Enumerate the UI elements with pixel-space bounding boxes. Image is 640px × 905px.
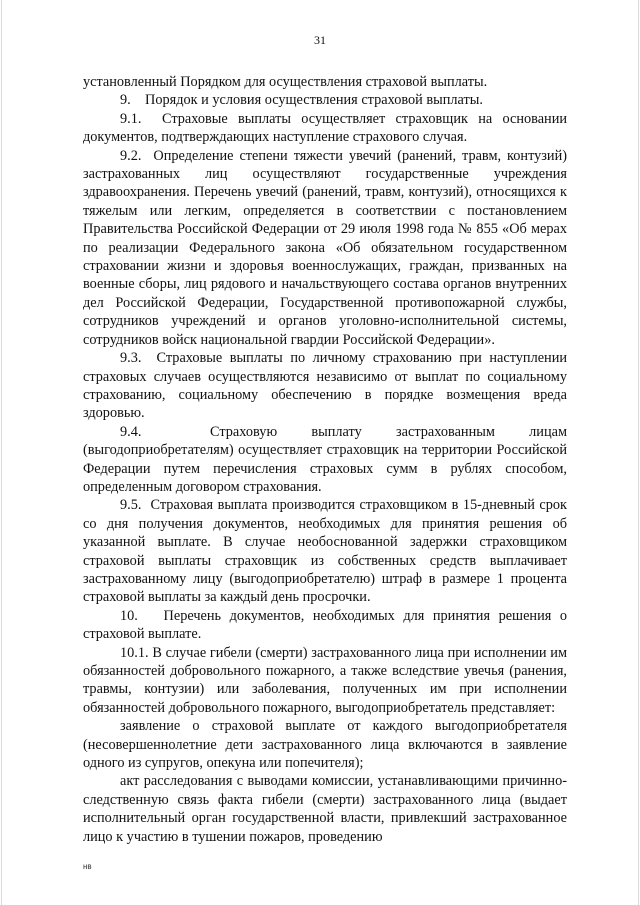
paragraph: 9. Порядок и условия осуществления страховой выплаты.	[120, 92, 483, 109]
paragraph: 9.3. Страховые выплаты по личному страхованию при наступлении страховых случаев осуществляются независимо от выплат по социальному страхованию, социальному обеспечению в порядке возмещения вреда здоровью.	[83, 350, 567, 422]
scan-edge-right	[638, 0, 639, 905]
document-body	[83, 73, 567, 846]
paragraph: 9.2. Определение степени тяжести увечий (ранений, травм, контузий) застрахованных лиц осуществляют государственные учреждения здравоохранения. Перечень увечий (ранений, травм, контузий), относящихся к тяжелым или легким, определяется в соответствии с постановлением Правительства Российской Федерации от 29 июля 1998 года № 855 «Об мерах по реализации Федерального закона «Об обязательном государственном страховании жизни и здоровья военнослужащих, граждан, призванных на военные сборы, лиц рядового и начальствующего состава органов внутренних дел Российской Федерации, Государственной противопожарной службы, сотрудников учреждений и органов уголовно-исполнительной системы, сотрудников войск национальной гвардии Российской Федерации».	[83, 147, 567, 348]
paragraph: 9.5. Страховая выплата производится страховщиком в 15-дневный срок со дня получения документов, необходимых для принятия решения об указанной выплате. В случае необоснованной задержки страховщиком страховой выплаты страховщик из собственных средств выплачивает застрахованному лицу (выгодоприобретателю) штраф в размере 1 процента страховой выплаты за каждый день просрочки.	[83, 497, 567, 606]
paragraph: 10.1. В случае гибели (смерти) застрахованного лица при исполнении им обязанностей добровольного пожарного, а также вследствие увечья (ранения, травмы, контузии) или заболевания, полученных им при исполнении обязанностей добровольного пожарного, выгодоприобретатель представляет:	[83, 644, 567, 716]
scan-edge-left	[1, 0, 2, 905]
paragraph: 9.1. Страховые выплаты осуществляет страховщик на основании документов, подтверждающих наступление страхового случая.	[83, 110, 567, 146]
paragraph: 9.4. Страховую выплату застрахованным лицам (выгодоприобретателям) осуществляет страховщик на территории Российской Федерации путем перечисления страховых сумм в рублях способом, определенным договором страхования.	[83, 423, 567, 495]
paragraph: заявление о страховой выплате от каждого выгодоприобретателя (несовершеннолетние дети застрахованного лица включаются в заявление одного из супругов, опекуна или попечителя);	[83, 718, 567, 772]
paragraph: 10. Перечень документов, необходимых для принятия решения о страховой выплате.	[83, 607, 567, 643]
paragraph: установленный Порядком для осуществления страховой выплаты.	[83, 74, 488, 90]
paragraph: акт расследования с выводами комиссии, устанавливающими причинно-следственную связь факта гибели (смерти) застрахованного лица (выдает исполнительный орган государственной власти, привлекший застрахованное лицо к участию в тушении пожаров, проведению	[83, 773, 567, 845]
page-number: 31	[314, 33, 326, 47]
footer-mark: нв	[83, 862, 92, 871]
